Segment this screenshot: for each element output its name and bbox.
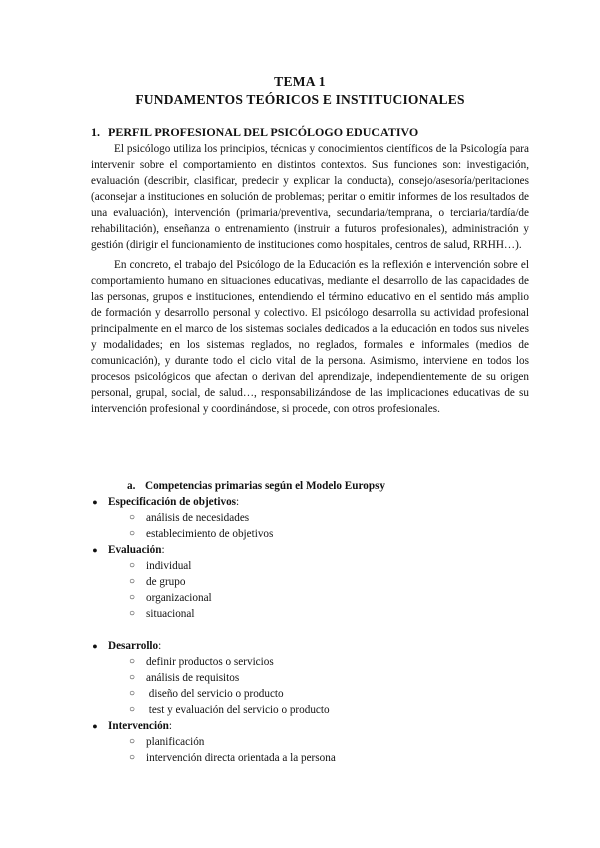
circle-bullet-icon: ○: [129, 608, 136, 619]
section-number: 1.: [91, 125, 100, 139]
bullet-icon: ●: [92, 545, 98, 555]
bullet-icon: ●: [92, 641, 98, 651]
paragraph-2-text: En concreto, el trabajo del Psicólogo de la Educación es la reflexión e intervención sobre el comportamiento humano en situaciones educativas, mediante el desarrollo de las capacidades de las personas, grupos e instituciones, entendiendo el término educativo en el sentido más amplio de formación y desarrollo personal y colectivo. El psicólogo desarrolla su actividad profesional principalmente en el marco de los sistemas sociales dedicados a la educación en todos sus niveles y modalidades; en los sistemas reglados, no reglados, formales e informales (medios de comunicación), y durante todo el ciclo vital de la persona. Asimismo, interviene en todos los procesos psicológicos que afectan o derivan del aprendizaje, independientemente de su origen personal, grupal, social, de salud…, responsabilizándose de las implicaciones educativas de su intervención profesional y coordinándose, si procede, con otros profesionales.: [91, 259, 529, 415]
paragraph-1: [91, 141, 529, 253]
subitem-text: organizacional: [146, 592, 212, 604]
competency-label: Intervención: [108, 720, 169, 732]
subitem-text: planificación: [146, 736, 205, 748]
bullet-icon: ●: [92, 721, 98, 731]
subsection-heading-text: Competencias primarias según el Modelo Europsy: [145, 480, 386, 492]
subitem-text: test y evaluación del servicio o producto: [146, 704, 330, 716]
circle-bullet-icon: ○: [129, 736, 136, 747]
circle-bullet-icon: ○: [129, 704, 136, 715]
document-subtitle: FUNDAMENTOS TEÓRICOS E INSTITUCIONALES: [135, 92, 465, 107]
subsection-letter: a.: [127, 480, 136, 492]
subitem-text: análisis de requisitos: [146, 672, 240, 684]
circle-bullet-icon: ○: [129, 752, 136, 763]
paragraph-1-text: El psicólogo utiliza los principios, técnicas y conocimientos científicos de la Psicología para intervenir sobre el comportamiento en distintos contextos. Sus funciones son: investigación, evaluación (describir, clasificar, predecir y explicar la conducta), consejo/asesoría/peritaciones (aconsejar a instituciones en solución de problemas; peritar o emitir informes de los resultados de una evaluación), intervención (primaria/preventiva, secundaria/temprana, o terciaria/tardía/de rehabilitación), enseñanza o entrenamiento (instruir a futuros profesionales), administración y gestión (dirigir el funcionamiento de instituciones como hospitales, centros de salud, RRHH…).: [91, 143, 529, 251]
competency-label: Desarrollo: [108, 640, 159, 652]
circle-bullet-icon: ○: [129, 592, 136, 603]
subitem-text: situacional: [146, 608, 195, 620]
paragraph-2: [91, 257, 529, 417]
circle-bullet-icon: ○: [129, 576, 136, 587]
subitem-text: intervención directa orientada a la persona: [146, 752, 336, 764]
section-heading-text: PERFIL PROFESIONAL DEL PSICÓLOGO EDUCATIVO: [108, 125, 419, 139]
subsection-heading: [127, 478, 385, 494]
document-page: TEMA 1 FUNDAMENTOS TEÓRICOS E INSTITUCIONALES 1. PERFIL PROFESIONAL DEL PSICÓLOGO EDUCATIVO El psicólogo utiliza los principios, técnicas y conocimientos científicos de la Psicología para intervenir sobre el comportamiento en distintos contextos. Sus funciones son: investigación, evaluación (describir, clasificar, predecir y explicar la conducta), consejo/asesoría/peritaciones (aconsejar a instituciones en solución de problemas; peritar o emitir informes de los resultados de una evaluación), intervención (primaria/preventiva, secundaria/temprana, o terciaria/tardía/de rehabilitación), enseñanza o entrenamiento (instruir a futuros profesionales), administración y gestión (dirigir el funcionamiento de instituciones como hospitales, centros de salud, RRHH…). En concreto, el trabajo del Psicólogo de la Educación es la reflexión e intervención sobre el comportamiento humano en situaciones educativas, mediante el desarrollo de las capacidades de las personas, grupos e instituciones, entendiendo el término educativo en el sentido más amplio de formación y desarrollo personal y colectivo. El psicólogo desarrolla su actividad profesional principalmente en el marco de los sistemas sociales dedicados a la educación en todos sus niveles y modalidades; en los sistemas reglados, no reglados, formales e informales (medios de comunicación), y durante todo el ciclo vital de la persona. Asimismo, interviene en todos los procesos psicológicos que afectan o derivan del aprendizaje, independientemente de su origen personal, grupal, social, de salud…, responsabilizándose de las implicaciones educativas de su intervención profesional y coordinándose, si procede, con otros profesionales. a. Competencias primarias según el Modelo Europsy ● Especificación de objetivos: ○ análisis de necesidades ○ establecimiento de objetivos ● Evaluación: ○ individual ○ de grupo ○ organizacional ○ situacional ● Desarrollo: ○ definir productos o servicios ○ análisis de requisitos ○ diseño del servicio o producto ○ test y evaluación del servicio o producto ● Intervención: ○ planificación ○ intervención directa orientada a la persona: [0, 0, 600, 848]
circle-bullet-icon: ○: [129, 656, 136, 667]
subitem-text: análisis de necesidades: [146, 512, 250, 524]
bullet-icon: ●: [92, 497, 98, 507]
subitem-text: establecimiento de objetivos: [146, 528, 274, 540]
subitem-text: individual: [146, 560, 192, 572]
subitem-text: definir productos o servicios: [146, 656, 274, 668]
section-heading: [91, 124, 418, 140]
circle-bullet-icon: ○: [129, 688, 136, 699]
competency-label: Evaluación: [108, 544, 162, 556]
circle-bullet-icon: ○: [129, 560, 136, 571]
subitem-text: de grupo: [146, 576, 186, 588]
circle-bullet-icon: ○: [129, 512, 136, 523]
subitem-text: diseño del servicio o producto: [146, 688, 284, 700]
circle-bullet-icon: ○: [129, 528, 136, 539]
competency-label: Especificación de objetivos: [108, 496, 237, 508]
circle-bullet-icon: ○: [129, 672, 136, 683]
document-title: TEMA 1: [274, 74, 326, 89]
